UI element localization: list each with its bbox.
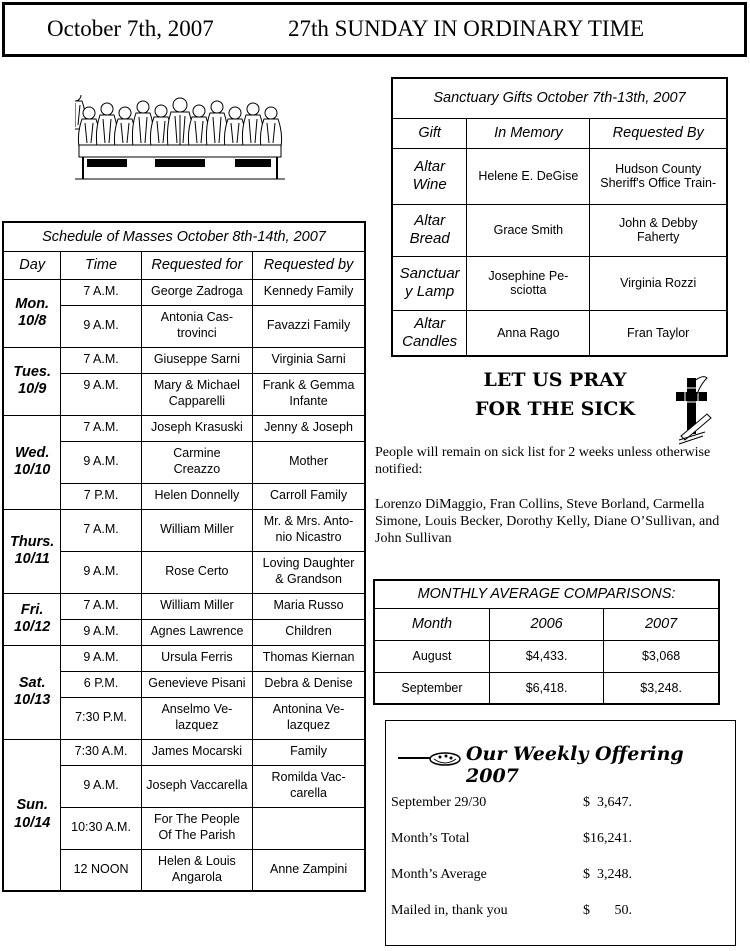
schedule-row xyxy=(3,593,365,619)
day-label: 10/8 xyxy=(18,313,47,329)
schedule-col-header: Requested by xyxy=(253,251,365,279)
gifts-col-header: Requested By xyxy=(590,118,727,148)
mass-time: 9 A.M. xyxy=(61,645,141,671)
mass-time: 7 A.M. xyxy=(61,415,141,441)
schedule-row xyxy=(3,645,365,671)
schedule-row xyxy=(3,509,365,551)
gift-in-memory: Grace Smith xyxy=(467,204,590,256)
day-label: 10/10 xyxy=(14,462,51,478)
weekly-offering-box xyxy=(385,720,736,946)
requested-for: Helen & Louis Angarola xyxy=(141,849,252,891)
gift-name: Altar Bread xyxy=(392,204,467,256)
monthly-col-header: 2007 xyxy=(604,608,719,640)
gift-row xyxy=(392,256,727,310)
requested-by: Mother xyxy=(253,441,365,483)
monthly-col-header: 2006 xyxy=(489,608,603,640)
schedule-row xyxy=(3,739,365,765)
mass-time: 12 NOON xyxy=(61,849,141,891)
schedule-col-header: Time xyxy=(61,251,141,279)
requested-for: Antonia Cas- trovinci xyxy=(141,305,252,347)
gift-name: Altar Wine xyxy=(392,148,467,204)
requested-by: Jenny & Joseph xyxy=(253,415,365,441)
requested-by: Anne Zampini xyxy=(253,849,365,891)
monthly-col-header: Month xyxy=(374,608,489,640)
month-name: September xyxy=(374,672,489,704)
mass-time: 10:30 A.M. xyxy=(61,807,141,849)
offering-value: $ 50. xyxy=(583,903,632,918)
mass-time: 7:30 P.M. xyxy=(61,697,141,739)
schedule-caption: Schedule of Masses October 8th-14th, 2007 xyxy=(3,222,365,251)
mass-time: 7 A.M. xyxy=(61,279,141,305)
requested-for: Agnes Lawrence xyxy=(141,619,252,645)
requested-by: Debra & Denise xyxy=(253,671,365,697)
day-label: 10/13 xyxy=(14,692,51,708)
requested-by: Carroll Family xyxy=(253,483,365,509)
day-label: Sun. xyxy=(16,797,48,814)
requested-for: Mary & Michael Capparelli xyxy=(141,373,252,415)
sick-list-note: People will remain on sick list for 2 weeks unless otherwise notified: xyxy=(375,445,711,477)
schedule-day xyxy=(3,279,61,347)
pray-line-1: LET US PRAY xyxy=(483,369,627,391)
day-label: Wed. xyxy=(14,444,50,461)
value-2007: $3,248. xyxy=(604,672,719,704)
gift-name: Altar Candles xyxy=(392,310,467,356)
requested-for: James Mocarski xyxy=(141,739,252,765)
requested-by: Frank & Gemma Infante xyxy=(253,373,365,415)
requested-by: Family xyxy=(253,739,365,765)
offering-label: September 29/30 xyxy=(391,795,487,810)
schedule-day xyxy=(3,593,61,645)
mass-time: 9 A.M. xyxy=(61,305,141,347)
mass-time: 7 P.M. xyxy=(61,483,141,509)
mass-time: 9 A.M. xyxy=(61,765,141,807)
requested-by: Romilda Vac- carella xyxy=(253,765,365,807)
requested-by: Antonina Ve- lazquez xyxy=(253,697,365,739)
requested-for: George Zadroga xyxy=(141,279,252,305)
pray-line-2: FOR THE SICK xyxy=(475,398,635,420)
monthly-row xyxy=(374,640,719,672)
schedule-day xyxy=(3,347,61,415)
month-name: August xyxy=(374,640,489,672)
cross-icon xyxy=(673,374,713,446)
day-label: Mon. xyxy=(15,295,50,312)
gift-in-memory: Josephine Pe- sciotta xyxy=(467,256,590,310)
gift-name: Sanctuar y Lamp xyxy=(392,256,467,310)
mass-time: 9 A.M. xyxy=(61,619,141,645)
day-label: 10/11 xyxy=(14,551,50,567)
offering-value: $ 3,248. xyxy=(583,867,632,882)
requested-for: Carmine Creazzo xyxy=(141,441,252,483)
mass-time: 6 P.M. xyxy=(61,671,141,697)
gift-requested-by: Virginia Rozzi xyxy=(590,256,727,310)
day-label: Sat. xyxy=(18,674,46,691)
offering-label: Month’s Total xyxy=(391,831,470,846)
requested-for: Anselmo Ve- lazquez xyxy=(141,697,252,739)
offering-value: $16,241. xyxy=(583,831,632,846)
mass-time: 7 A.M. xyxy=(61,593,141,619)
gift-row xyxy=(392,204,727,256)
gifts-col-header: Gift xyxy=(392,118,467,148)
sick-list-names: Lorenzo DiMaggio, Fran Collins, Steve Borland, Carmella Simone, Louis Becker, Dorothy Kelly, Diane O’Sullivan, and John Sullivan xyxy=(375,497,720,546)
schedule-row xyxy=(3,347,365,373)
gifts-caption: Sanctuary Gifts October 7th-13th, 2007 xyxy=(392,78,727,118)
requested-for: Ursula Ferris xyxy=(141,645,252,671)
mass-time: 7:30 A.M. xyxy=(61,739,141,765)
requested-by xyxy=(253,807,365,849)
requested-for: Joseph Krasuski xyxy=(141,415,252,441)
requested-by: Virginia Sarni xyxy=(253,347,365,373)
offering-value: $ 3,647. xyxy=(583,795,632,810)
requested-for: Helen Donnelly xyxy=(141,483,252,509)
gift-requested-by: Fran Taylor xyxy=(590,310,727,356)
page-header xyxy=(2,2,747,57)
requested-by: Children xyxy=(253,619,365,645)
schedule-col-header: Day xyxy=(3,251,61,279)
requested-by: Mr. & Mrs. Anto- nio Nicastro xyxy=(253,509,365,551)
requested-by: Favazzi Family xyxy=(253,305,365,347)
schedule-row xyxy=(3,415,365,441)
monthly-average-table xyxy=(373,579,720,705)
schedule-day xyxy=(3,509,61,593)
requested-by: Thomas Kiernan xyxy=(253,645,365,671)
offering-title: Our Weekly Offering 2007 xyxy=(466,743,684,787)
requested-for: Joseph Vaccarella xyxy=(141,765,252,807)
day-label: 10/12 xyxy=(14,619,51,635)
day-label: Tues. xyxy=(13,363,51,380)
requested-for: William Miller xyxy=(141,593,252,619)
requested-for: Rose Certo xyxy=(141,551,252,593)
day-label: 10/9 xyxy=(18,381,47,397)
requested-for: For The People Of The Parish xyxy=(141,807,252,849)
gift-requested-by: John & Debby Faherty xyxy=(590,204,727,256)
schedule-row xyxy=(3,279,365,305)
monthly-row xyxy=(374,672,719,704)
day-label: Thurs. xyxy=(10,533,55,550)
requested-for: William Miller xyxy=(141,509,252,551)
requested-by: Loving Daughter & Grandson xyxy=(253,551,365,593)
gift-in-memory: Anna Rago xyxy=(467,310,590,356)
requested-for: Genevieve Pisani xyxy=(141,671,252,697)
offering-label: Month’s Average xyxy=(391,867,487,882)
gift-row xyxy=(392,310,727,356)
pray-for-sick-heading xyxy=(440,366,670,424)
schedule-col-header: Requested for xyxy=(141,251,252,279)
schedule-day xyxy=(3,645,61,739)
header-title: 27th SUNDAY IN ORDINARY TIME xyxy=(288,16,645,41)
gift-row xyxy=(392,148,727,204)
header-date: October 7th, 2007 xyxy=(47,16,214,41)
mass-time: 9 A.M. xyxy=(61,551,141,593)
requested-by: Kennedy Family xyxy=(253,279,365,305)
mass-schedule-table xyxy=(2,221,366,892)
mass-time: 7 A.M. xyxy=(61,347,141,373)
last-supper-illustration xyxy=(75,95,285,181)
schedule-day xyxy=(3,739,61,891)
requested-by: Maria Russo xyxy=(253,593,365,619)
value-2006: $6,418. xyxy=(489,672,603,704)
value-2007: $3,068 xyxy=(604,640,719,672)
schedule-day xyxy=(3,415,61,509)
day-label: Fri. xyxy=(20,601,44,618)
value-2006: $4,433. xyxy=(489,640,603,672)
offering-plate-icon xyxy=(398,749,462,771)
sanctuary-gifts-table xyxy=(391,77,728,357)
day-label: 10/14 xyxy=(14,814,51,831)
gifts-col-header: In Memory xyxy=(467,118,590,148)
mass-time: 7 A.M. xyxy=(61,509,141,551)
requested-for: Giuseppe Sarni xyxy=(141,347,252,373)
monthly-caption: MONTHLY AVERAGE COMPARISONS: xyxy=(374,580,719,608)
mass-time: 9 A.M. xyxy=(61,373,141,415)
offering-label: Mailed in, thank you xyxy=(391,903,508,918)
mass-time: 9 A.M. xyxy=(61,441,141,483)
gift-in-memory: Helene E. DeGise xyxy=(467,148,590,204)
gift-requested-by: Hudson County Sheriff's Office Train- xyxy=(590,148,727,204)
